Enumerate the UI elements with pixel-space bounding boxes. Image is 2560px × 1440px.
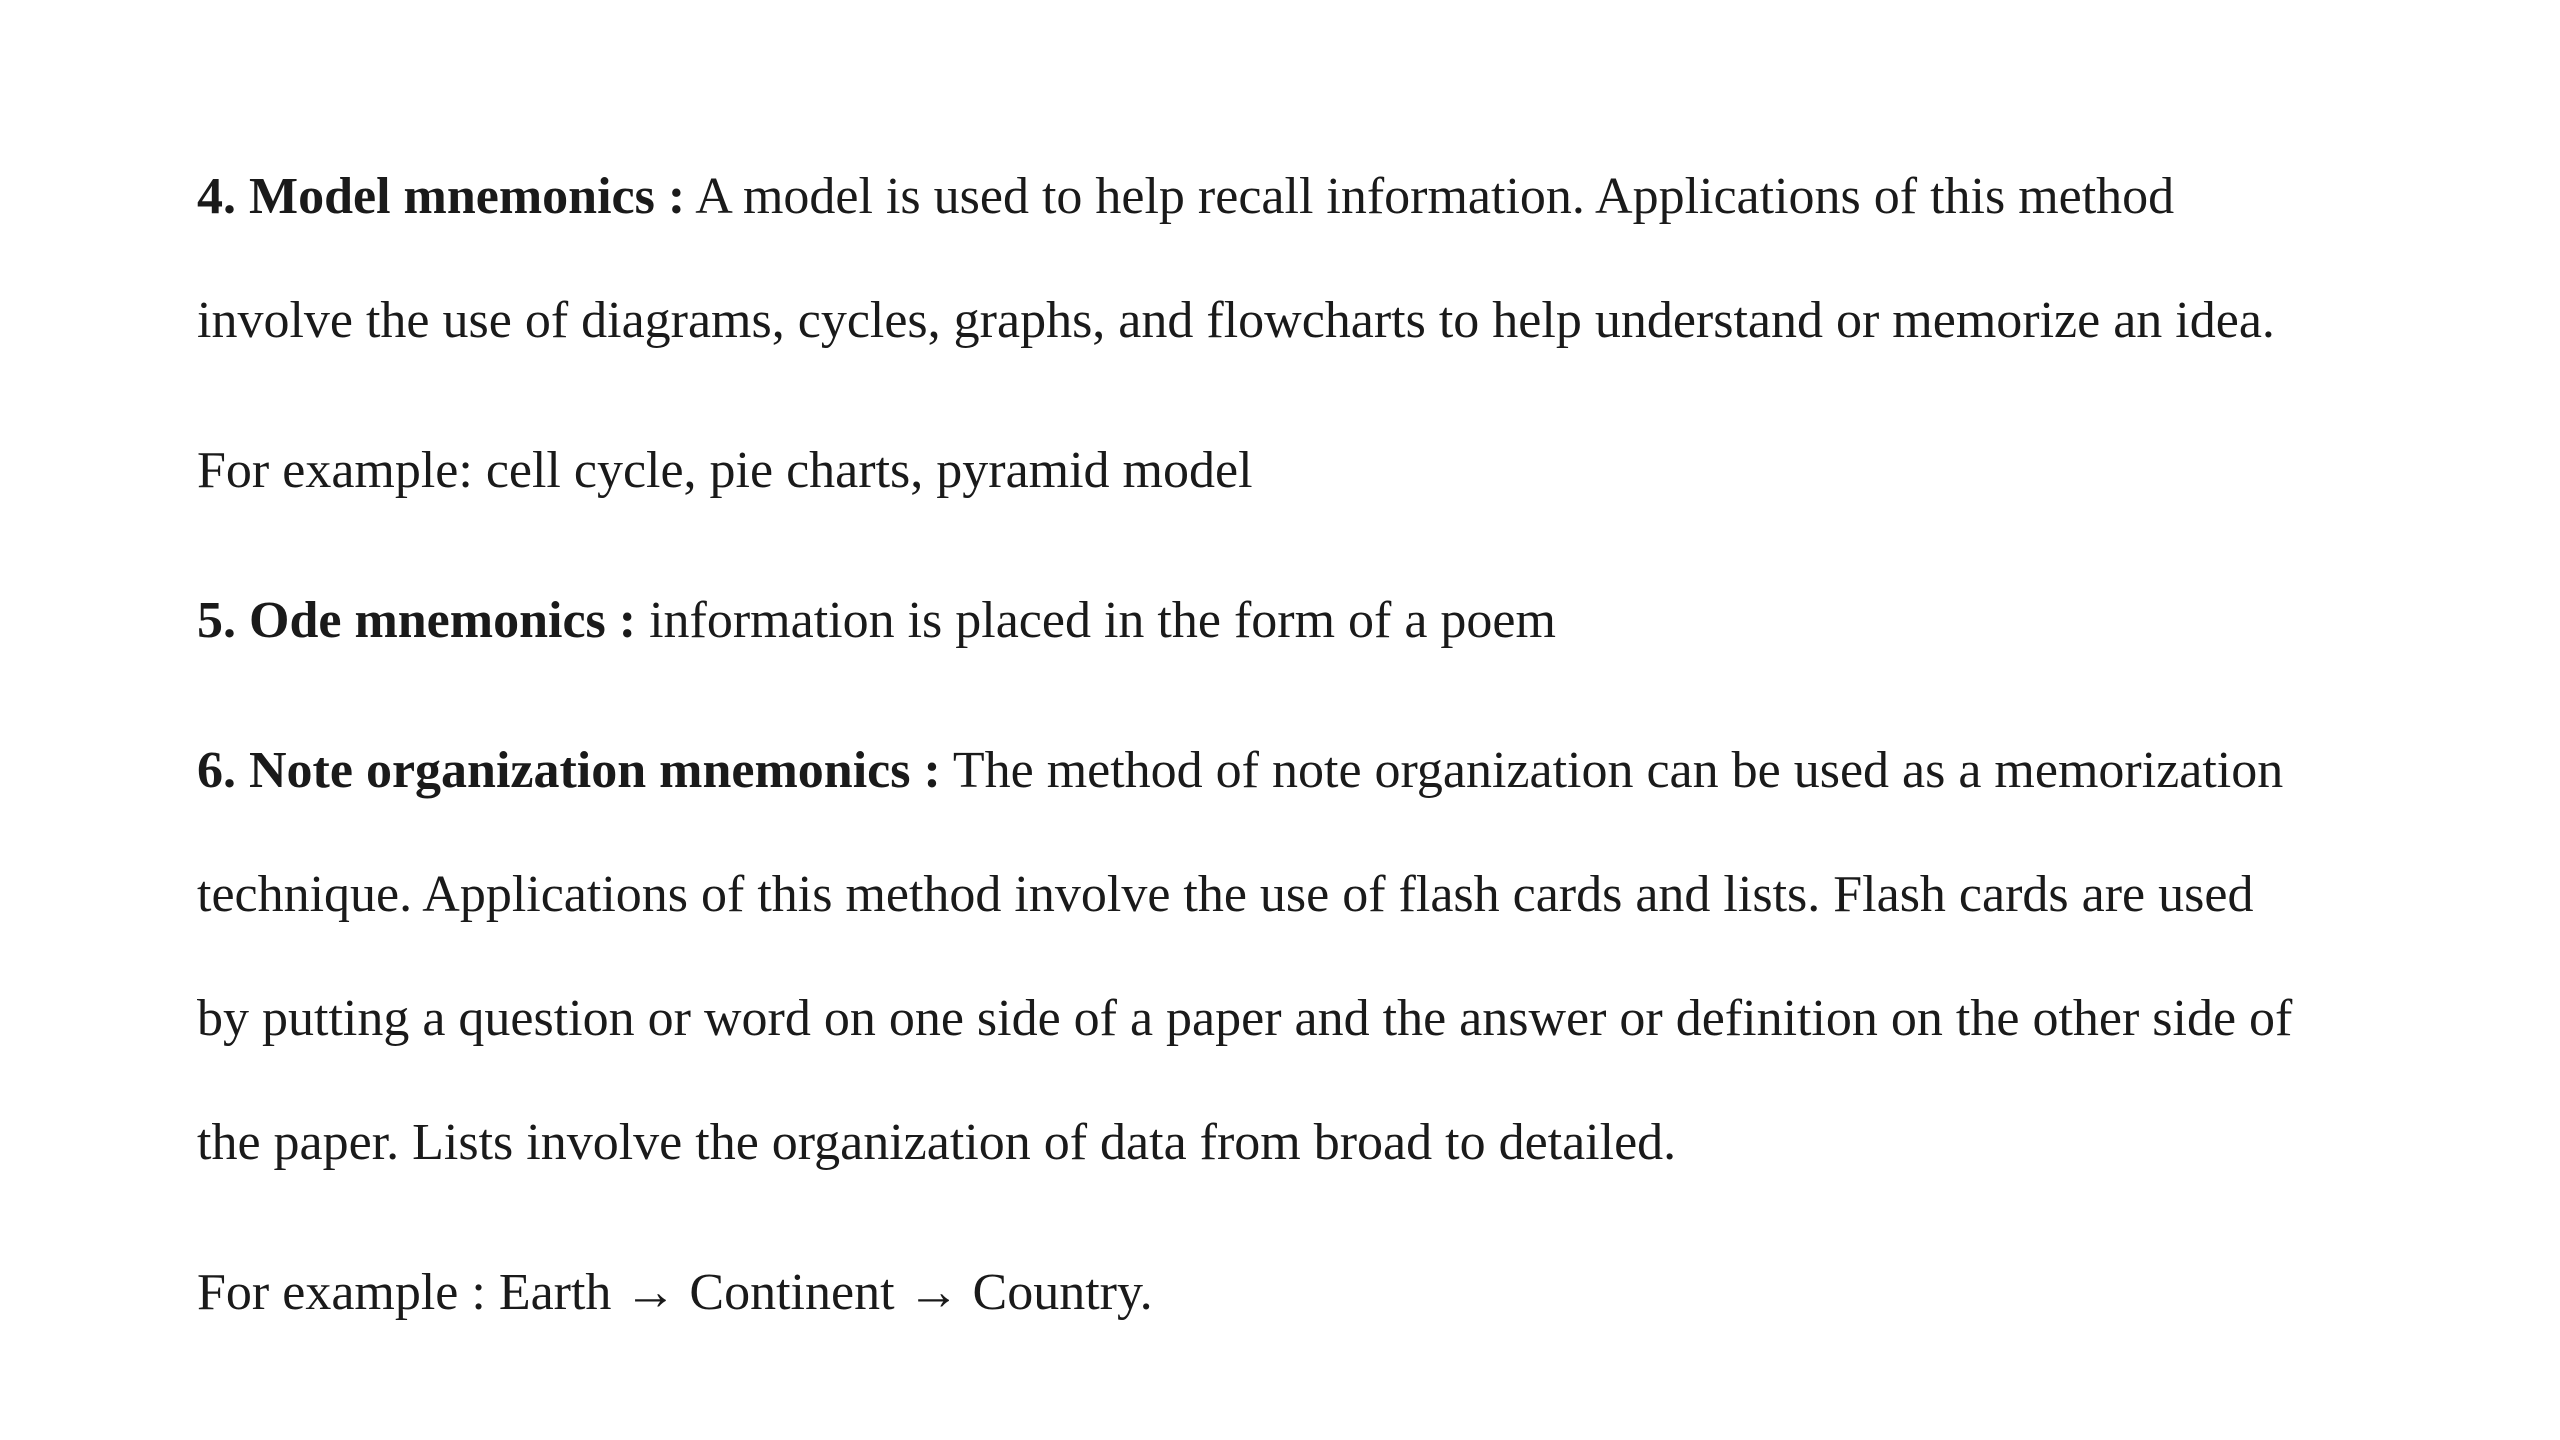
section-note-organization-mnemonics xyxy=(197,709,2397,1205)
section-ode-mnemonics xyxy=(197,559,2397,683)
example-text: For example: cell cycle, pie charts, pyramid model xyxy=(197,442,1253,499)
section-model-mnemonics xyxy=(197,135,2397,383)
section-heading: 6. Note organization mnemonics : xyxy=(197,742,941,799)
section-heading: 5. Ode mnemonics : xyxy=(197,592,637,649)
paragraph-text: A model is used to help recall information. Applications of this method xyxy=(685,168,2175,225)
paragraph-line xyxy=(197,135,2397,259)
paragraph-line: by putting a question or word on one side of a paper and the answer or definition on the other side of xyxy=(197,990,2293,1047)
paragraph-text: The method of note organization can be used as a memorization xyxy=(940,742,2284,799)
paragraph-line xyxy=(197,709,2397,833)
paragraph-line: involve the use of diagrams, cycles, graphs, and flowcharts to help understand or memorize an idea. xyxy=(197,292,2275,349)
example-text: For example : Earth → Continent → Country. xyxy=(197,1264,1153,1321)
paragraph-line xyxy=(197,559,2397,683)
document-body xyxy=(197,135,2397,1355)
paragraph-text: information is placed in the form of a poem xyxy=(636,592,1556,649)
paragraph-line: technique. Applications of this method involve the use of flash cards and lists. Flash cards are used xyxy=(197,866,2254,923)
paragraph-line: the paper. Lists involve the organization of data from broad to detailed. xyxy=(197,1114,1677,1171)
section-heading: 4. Model mnemonics : xyxy=(197,168,686,225)
